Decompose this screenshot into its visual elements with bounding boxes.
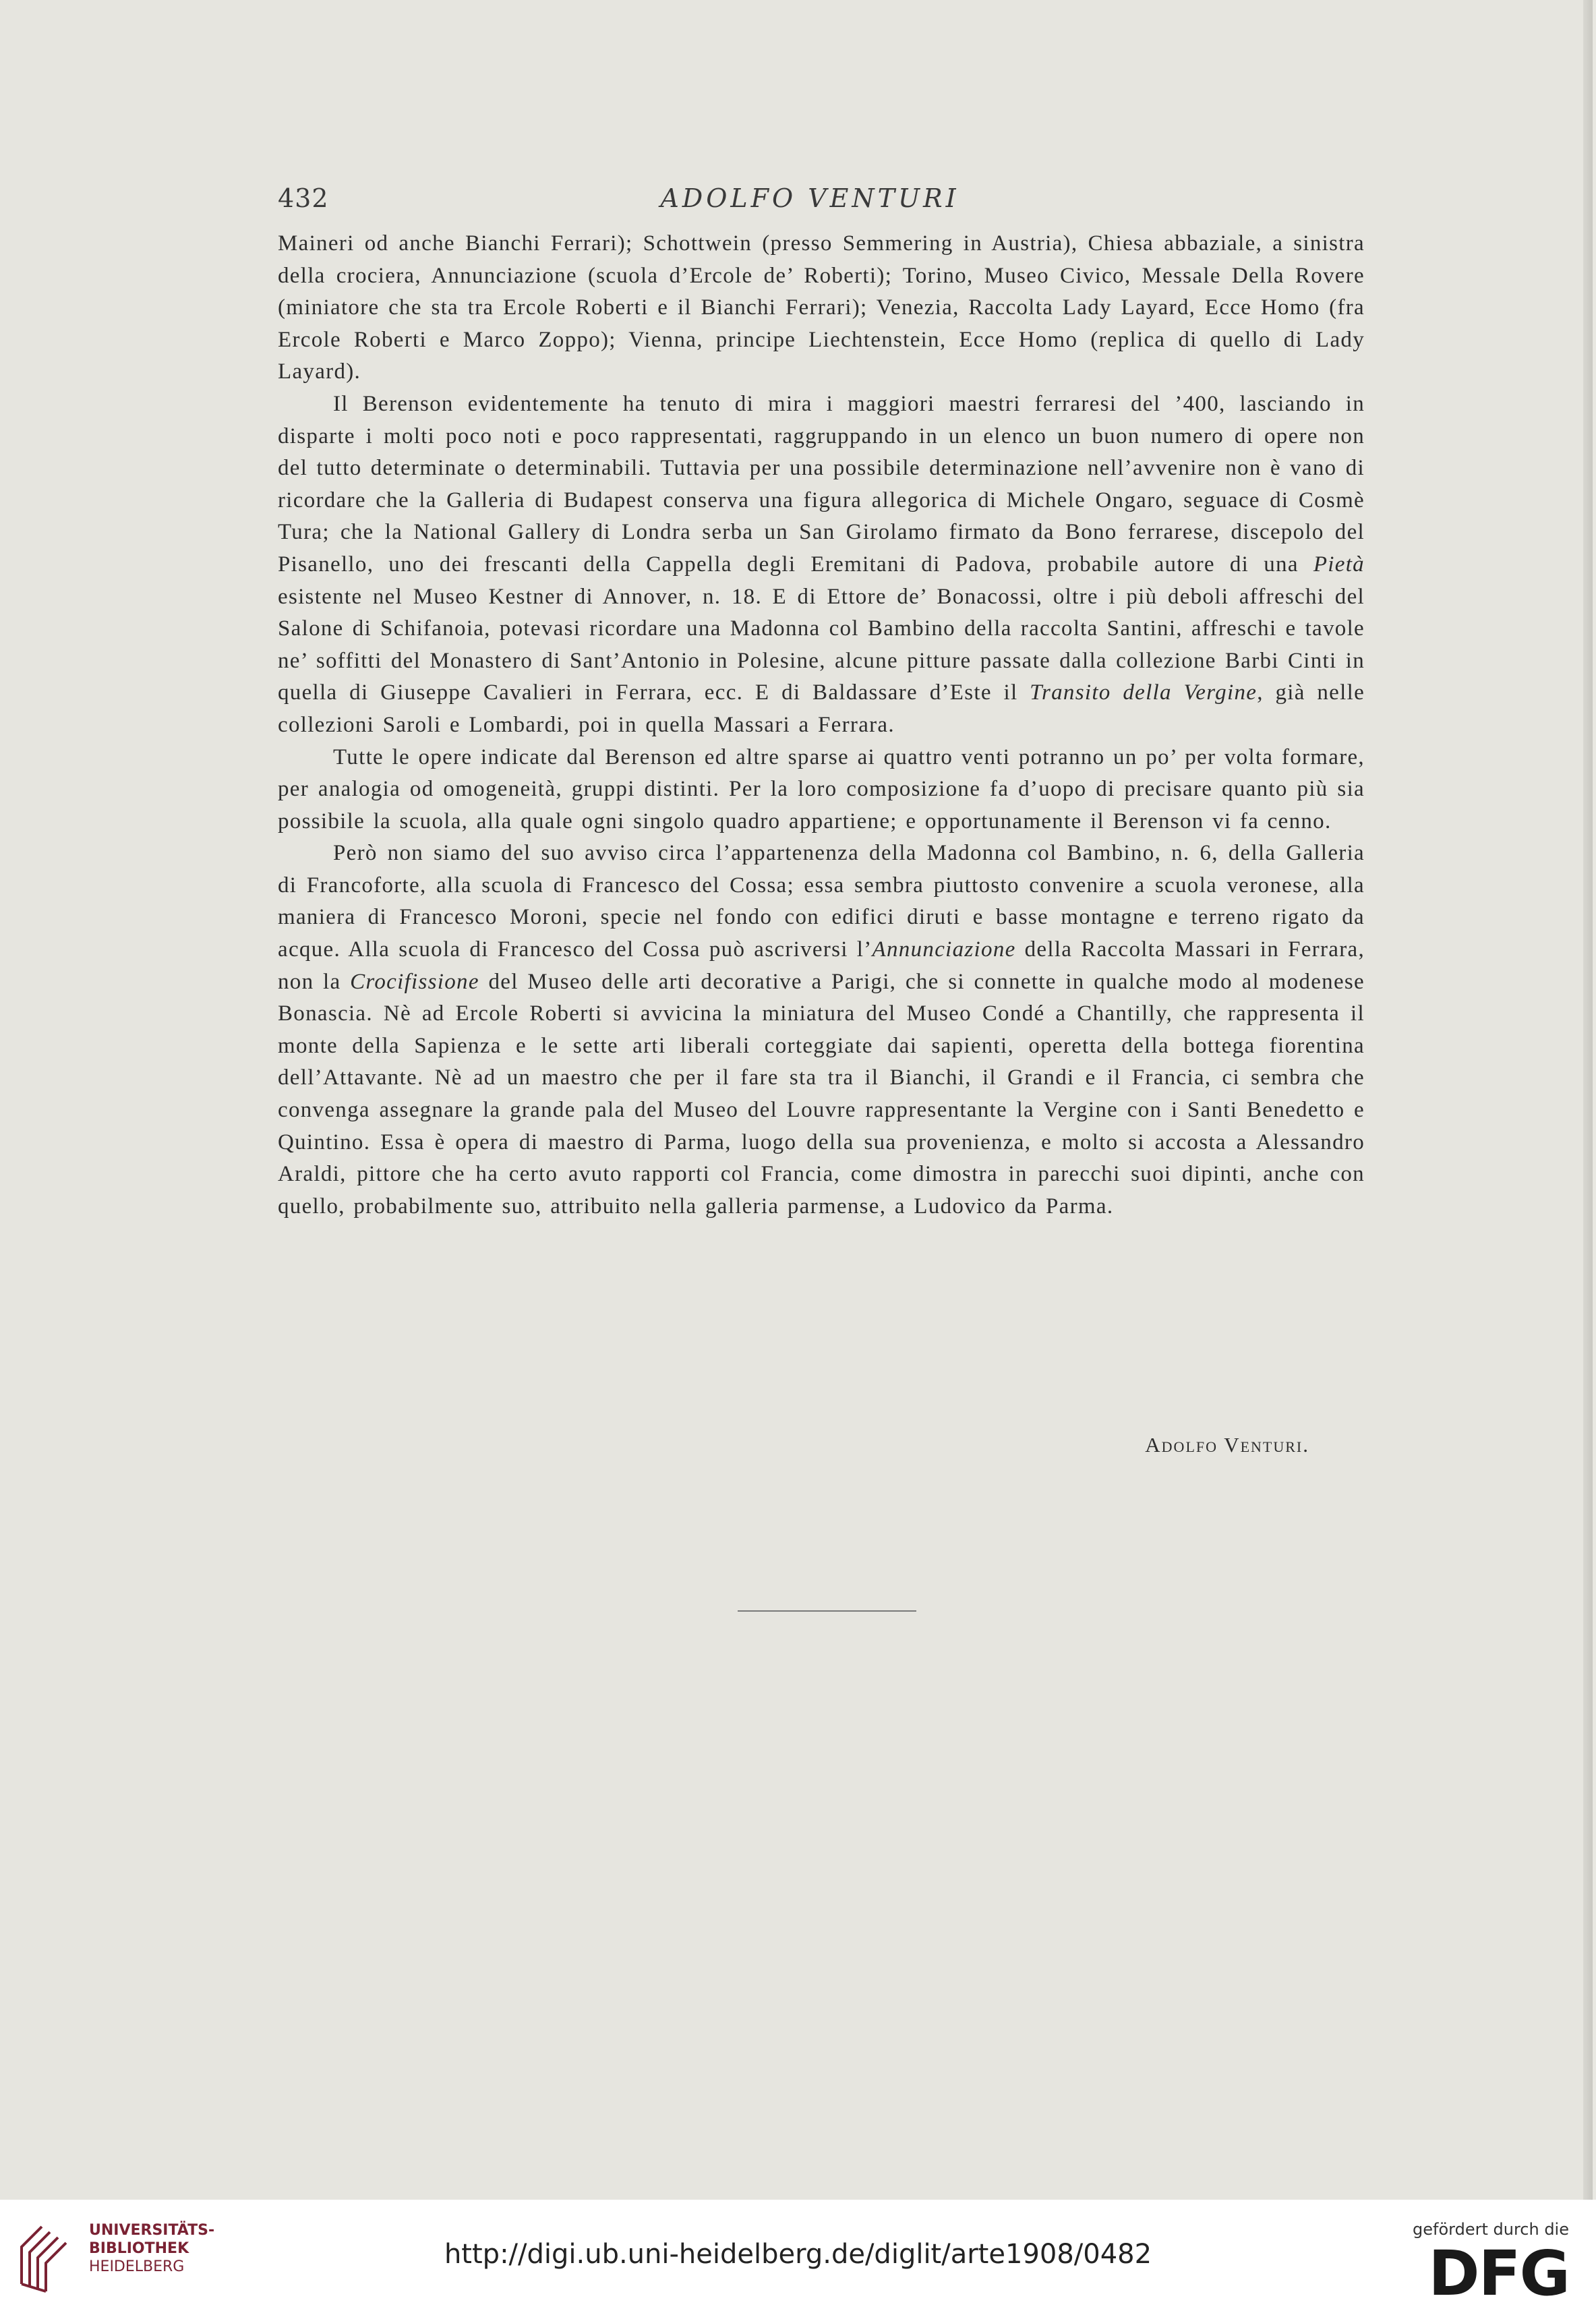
digitization-footer <box>0 2200 1596 2315</box>
page-number: 432 <box>278 183 329 213</box>
page-edge <box>1583 0 1593 2200</box>
text-run: del Museo delle arti decorative a Parigi, che si connette in qualche modo al modenese Bonascia. Nè ad Ercole Roberti si avvicina la miniatura del Museo Condé a Chantilly, che rappresenta il monte della Sapienza e le sette arti liberali corteggiate dai sapienti, operetta della bottega fiorentina dell’Attavante. Nè ad un maestro che per il fare sta tra il Bianchi, il Grandi e il Francia, ci sembra che convenga assegnare la grande pala del Museo del Louvre rappresentante la Vergine con i Santi Benedetto e Quintino. Essa è opera di maestro di Parma, luogo della sua provenienza, e molto si accosta a Alessandro Araldi, pittore che ha certo avuto rapporti col Francia, come dimostra in parecchi suoi dipinti, anche con quello, probabilmente suo, attribuito nella galleria parmense, a Ludovico da Parma. <box>278 969 1365 1219</box>
text-run: , già nelle collezioni Saroli e Lombardi, poi in quella Massari a Ferrara. <box>278 680 1365 737</box>
end-rule <box>738 1610 916 1612</box>
paragraph <box>278 838 1365 1223</box>
paragraph <box>278 228 1365 388</box>
running-title: ADOLFO VENTURI <box>660 183 959 213</box>
text-run: Maineri od anche Bianchi Ferrari); Schottwein (presso Semmering in Austria), Chiesa abbaziale, a sinistra della crociera, Annunciazione (scuola d’Ercole de’ Roberti); Torino, Museo Civico, Messale Della Rovere (miniatore che sta tra Ercole Roberti e il Bianchi Ferrari); Venezia, Raccolta Lady Layard, Ecce Homo (fra Ercole Roberti e Marco Zoppo); Vienna, principe Liechtenstein, Ecce Homo (replica di quello di Lady Layard). <box>278 231 1365 384</box>
paragraph <box>278 742 1365 838</box>
running-head <box>0 183 1593 217</box>
text-run: Il Berenson evidentemente ha tenuto di mira i maggiori maestri ferraresi del ’400, lasciando in disparte i molti poco noti e poco rappresentati, raggruppando in un elenco un buon numero di opere non del tutto determinate o determinabili. Tuttavia per una possibile determinazione nell’avvenire non è vano di ricordare che la Galleria di Budapest conserva una figura allegorica di Michele Ongaro, seguace di Cosmè Tura; che la National Gallery di Londra serba un San Girolamo firmato da Bono ferrarese, discepolo del Pisanello, uno dei frescanti della Cappella degli Eremitani di Padova, probabile autore di una <box>278 391 1365 577</box>
italic-title: Crocifissione <box>350 969 479 994</box>
library-name-line: HEIDELBERG <box>89 2258 185 2275</box>
italic-title: Pietà <box>1313 552 1365 577</box>
dfg-logo: DFG <box>1428 2237 1569 2310</box>
permalink-url[interactable]: http://digi.ub.uni-heidelberg.de/diglit/arte1908/0482 <box>444 2239 1152 2270</box>
article-body <box>278 228 1365 1223</box>
funder-caption: gefördert durch die <box>1413 2220 1569 2239</box>
text-run: della Raccolta Massari in Ferrara, non la <box>278 937 1365 994</box>
library-name-line: UNIVERSITÄTS- <box>89 2222 215 2239</box>
text-run: Tutte le opere indicate dal Berenson ed altre sparse ai quattro venti potranno un po’ per volta formare, per analogia od omogeneità, gruppi distinti. Per la loro composizione fa d’uopo di precisare quanto più sia possibile la scuola, alla quale ogni singolo quadro appartiene; e opportunamente il Berenson vi fa cenno. <box>278 744 1365 833</box>
library-name-line: BIBLIOTHEK <box>89 2240 189 2257</box>
paragraph <box>278 388 1365 742</box>
author-signature: Adolfo Venturi. <box>1145 1433 1309 1457</box>
text-run: Però non siamo del suo avviso circa l’appartenenza della Madonna col Bambino, n. 6, della Galleria di Francoforte, alla scuola di Francesco del Cossa; essa sembra piuttosto convenire a scuola veronese, alla maniera di Francesco Moroni, specie nel fondo con edifici diruti e basse montagne e terreno rigato da acque. Alla scuola di Francesco del Cossa può ascriversi l’ <box>278 841 1365 962</box>
italic-title: Annunciazione <box>872 937 1016 962</box>
italic-title: Transito della Vergine <box>1030 680 1258 705</box>
text-run: esistente nel Museo Kestner di Annover, n. 18. E di Ettore de’ Bonacossi, oltre i più deboli affreschi del Salone di Schifanoia, potevasi ricordare una Madonna col Bambino della raccolta Santini, affreschi e tavole ne’ soffitti del Monastero di Sant’Antonio in Polesine, alcune pitture passate dalla collezione Barbi Cinti in quella di Giuseppe Cavalieri in Ferrara, ecc. E di Baldassare d’Este il <box>278 584 1365 705</box>
